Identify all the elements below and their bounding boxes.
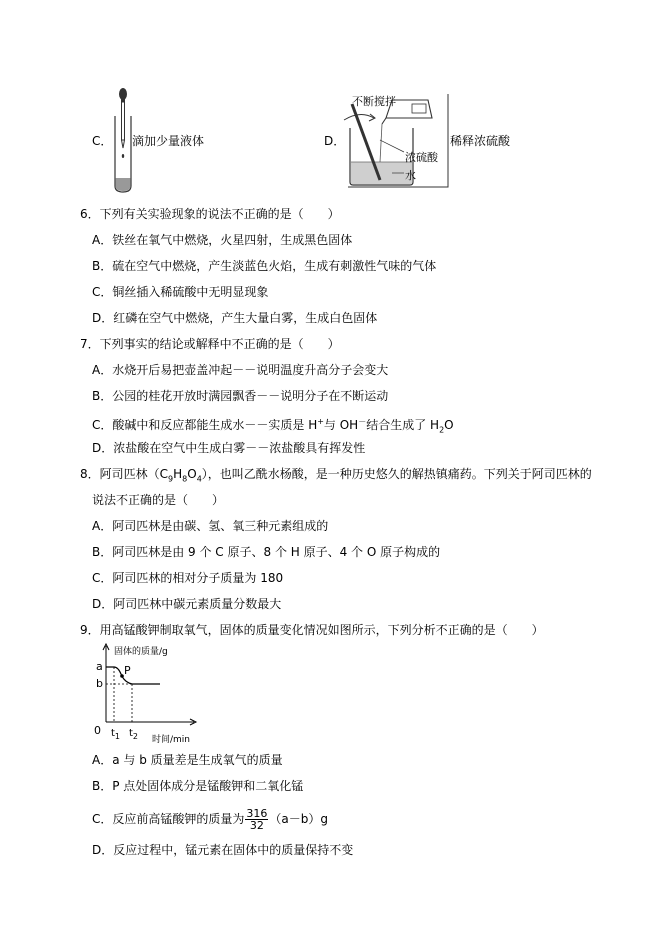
graph-a-label: a (96, 660, 103, 673)
mass-time-graph (90, 642, 200, 742)
q9-option-c: C．反应前高锰酸钾的质量为 $\frac{316}{32}$ （a－b）g (92, 807, 328, 832)
q7-option-a: A．水烧开后易把壶盖冲起－－说明温度升高分子会变大 (92, 363, 389, 377)
fraction: $\frac{316}{32}$ (246, 807, 268, 832)
q6-option-c: C．铜丝插入稀硫酸中无明显现象 (92, 285, 269, 299)
q8-option-d: D．阿司匹林中碳元素质量分数最大 (92, 597, 282, 611)
option-c-label: C． (92, 134, 113, 148)
q6-stem: 6．下列有关实验现象的说法不正确的是（ ） (80, 207, 340, 221)
graph-ylabel: 固体的质量/g (114, 647, 168, 657)
q9-stem: 9．用高锰酸钾制取氧气，固体的质量变化情况如图所示，下列分析不正确的是（ ） (80, 623, 544, 637)
q8-option-a: A．阿司匹林是由碳、氢、氧三种元素组成的 (92, 519, 329, 533)
option-d-caption: 稀释浓硫酸 (450, 134, 511, 148)
graph-t2-label: $t_2$ (129, 728, 139, 741)
graph-b-label: b (96, 677, 103, 690)
q7-option-b: B．公园的桂花开放时满园飘香－－说明分子在不断运动 (92, 389, 389, 403)
q8-option-b: B．阿司匹林是由 9 个 C 原子、8 个 H 原子、4 个 O 原子构成的 (92, 545, 441, 559)
q9-option-b: B．P 点处固体成分是锰酸钾和二氧化锰 (92, 779, 304, 793)
option-d-label: D． (324, 134, 346, 148)
q7-option-c: C．酸碱中和反应都能生成水－－实质是 H+与 OH－结合生成了 $H_2O$ (92, 417, 454, 435)
water-label: 水 (405, 169, 416, 182)
q8-stem-continued: 说法不正确的是（ ） (92, 493, 225, 507)
q8-stem: 8．阿司匹林$(C_9H_8O_4)$，也叫乙酰水杨酸，是一种历史悠久的解热镇痛药。下列关于阿司匹林的 (80, 467, 592, 484)
graph-origin: 0 (94, 724, 101, 737)
graph-xlabel: 时间/min (152, 735, 191, 745)
graph-t1-label: $t_1$ (111, 728, 121, 741)
stir-label: 不断搅拌 (352, 95, 396, 108)
q8-option-c: C．阿司匹林的相对分子质量为 180 (92, 571, 284, 585)
q6-option-a: A．铁丝在氧气中燃烧，火星四射，生成黑色固体 (92, 233, 353, 247)
q9-option-d: D．反应过程中，锰元素在固体中的质量保持不变 (92, 843, 354, 857)
q6-option-d: D．红磷在空气中燃烧，产生大量白雾，生成白色固体 (92, 311, 378, 325)
graph-p-label: P (124, 664, 131, 677)
acid-label: 浓硫酸 (405, 151, 438, 164)
q7-stem: 7．下列事实的结论或解释中不正确的是（ ） (80, 337, 340, 351)
q6-option-b: B．硫在空气中燃烧，产生淡蓝色火焰，生成有刺激性气味的气体 (92, 259, 437, 273)
q7-option-d: D．浓盐酸在空气中生成白雾－－浓盐酸具有挥发性 (92, 441, 366, 455)
option-c-caption: 滴加少量液体 (132, 134, 205, 148)
q9-option-a: A．a 与 b 质量差是生成氧气的质量 (92, 753, 283, 767)
